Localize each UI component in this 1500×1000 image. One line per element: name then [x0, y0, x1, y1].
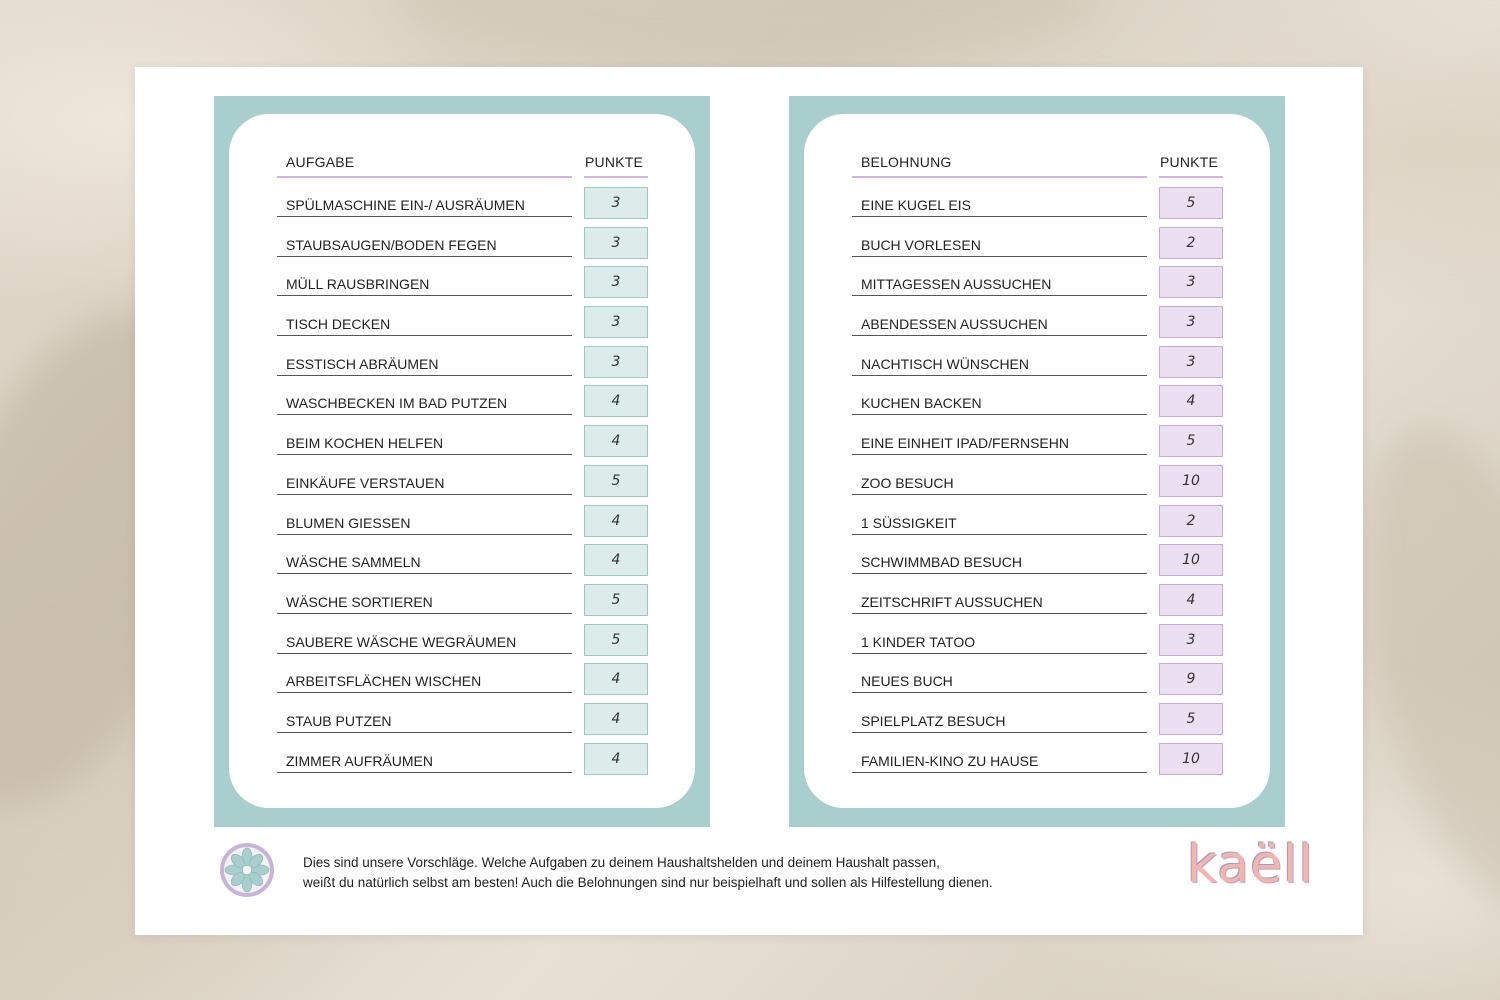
reward-points-box: 10 [1159, 743, 1223, 775]
task-points-box: 4 [584, 743, 648, 775]
reward-label: KUCHEN BACKEN [861, 395, 982, 412]
reward-points-box: 4 [1159, 584, 1223, 616]
flower-logo-icon [219, 842, 275, 898]
reward-row [804, 702, 1270, 742]
task-points-box: 4 [584, 544, 648, 576]
reward-row [804, 662, 1270, 702]
reward-points-box: 2 [1159, 227, 1223, 259]
reward-row [804, 742, 1270, 782]
reward-row [804, 424, 1270, 464]
footer-note-line-2: weißt du natürlich selbst am besten! Auch die Belohnungen sind nur beispielhaft und sollen als Hilfestellung dienen. [303, 875, 993, 890]
printable-sheet [135, 67, 1363, 935]
reward-points-box: 9 [1159, 663, 1223, 695]
tasks-points-underline [584, 176, 648, 178]
reward-points-box: 3 [1159, 306, 1223, 338]
reward-label: 1 KINDER TATOO [861, 633, 976, 650]
reward-label: 1 SÜSSIGKEIT [861, 514, 957, 531]
rewards-points-header: PUNKTE [1160, 154, 1218, 170]
reward-label: EINE EINHEIT IPAD/FERNSEHN [861, 435, 1069, 452]
task-row [229, 742, 695, 782]
task-points-box: 4 [584, 663, 648, 695]
task-label: SAUBERE WÄSCHE WEGRÄUMEN [286, 633, 517, 650]
rewards-points-underline [1159, 176, 1223, 178]
reward-row [804, 384, 1270, 424]
task-row [229, 464, 695, 504]
rewards-card [804, 114, 1270, 808]
task-points-box: 3 [584, 266, 648, 298]
fabric-fold [400, 0, 1100, 60]
task-row [229, 702, 695, 742]
reward-points-box: 4 [1159, 385, 1223, 417]
reward-label: NACHTISCH WÜNSCHEN [861, 355, 1029, 372]
reward-label: ABENDESSEN AUSSUCHEN [861, 316, 1048, 333]
reward-points-box: 3 [1159, 624, 1223, 656]
reward-row [804, 464, 1270, 504]
task-row [229, 504, 695, 544]
task-label: MÜLL RAUSBRINGEN [286, 276, 430, 293]
reward-row [804, 305, 1270, 345]
task-label: STAUBSAUGEN/BODEN FEGEN [286, 236, 497, 253]
reward-points-box: 5 [1159, 187, 1223, 219]
rewards-panel [789, 96, 1285, 827]
reward-points-box: 5 [1159, 703, 1223, 735]
task-points-box: 5 [584, 584, 648, 616]
task-row [229, 226, 695, 266]
task-row [229, 623, 695, 663]
reward-row [804, 583, 1270, 623]
task-label: WASCHBECKEN IM BAD PUTZEN [286, 395, 508, 412]
task-row [229, 384, 695, 424]
task-points-box: 5 [584, 624, 648, 656]
task-points-box: 4 [584, 425, 648, 457]
tasks-header-label: AUFGABE [286, 154, 355, 170]
brand-logo: kaëll [1187, 835, 1314, 895]
task-points-box: 3 [584, 187, 648, 219]
tasks-panel [214, 96, 710, 827]
reward-points-box: 3 [1159, 266, 1223, 298]
task-row [229, 583, 695, 623]
reward-row [804, 265, 1270, 305]
task-points-box: 5 [584, 465, 648, 497]
task-label: ESSTISCH ABRÄUMEN [286, 355, 439, 372]
task-points-box: 4 [584, 505, 648, 537]
task-label: ARBEITSFLÄCHEN WISCHEN [286, 673, 482, 690]
task-label: TISCH DECKEN [286, 316, 391, 333]
reward-label: EINE KUGEL EIS [861, 197, 971, 213]
task-points-box: 4 [584, 703, 648, 735]
task-label: BLUMEN GIESSEN [286, 514, 411, 531]
footer-note-line-1: Dies sind unsere Vorschläge. Welche Aufgaben zu deinem Haushaltshelden und deinem Haushalt passen, [303, 855, 940, 870]
reward-label: NEUES BUCH [861, 673, 953, 690]
rewards-header-underline [852, 176, 1147, 178]
reward-points-box: 5 [1159, 425, 1223, 457]
reward-label: SPIELPLATZ BESUCH [861, 712, 1006, 729]
task-label: WÄSCHE SAMMELN [286, 554, 421, 571]
rewards-header-label: BELOHNUNG [861, 154, 952, 170]
task-label: WÄSCHE SORTIEREN [286, 593, 433, 610]
rewards-rows [804, 186, 1270, 781]
reward-row [804, 345, 1270, 385]
task-points-box: 3 [584, 306, 648, 338]
task-label: ZIMMER AUFRÄUMEN [286, 752, 433, 769]
task-row [229, 305, 695, 345]
reward-row [804, 543, 1270, 583]
task-points-box: 3 [584, 227, 648, 259]
task-row [229, 186, 695, 226]
reward-points-box: 3 [1159, 346, 1223, 378]
task-points-box: 4 [584, 385, 648, 417]
reward-row [804, 623, 1270, 663]
tasks-header-underline [277, 176, 572, 178]
tasks-rows [229, 186, 695, 781]
task-row [229, 543, 695, 583]
reward-label: ZEITSCHRIFT AUSSUCHEN [861, 593, 1043, 610]
footer-note [303, 853, 993, 893]
tasks-points-header: PUNKTE [585, 154, 643, 170]
task-row [229, 662, 695, 702]
task-label: SPÜLMASCHINE EIN-/ AUSRÄUMEN [286, 197, 525, 213]
reward-label: MITTAGESSEN AUSSUCHEN [861, 276, 1052, 293]
task-row [229, 265, 695, 305]
reward-label: BUCH VORLESEN [861, 236, 981, 253]
task-row [229, 424, 695, 464]
reward-points-box: 2 [1159, 505, 1223, 537]
task-label: BEIM KOCHEN HELFEN [286, 435, 444, 452]
reward-label: ZOO BESUCH [861, 474, 954, 491]
reward-label: SCHWIMMBAD BESUCH [861, 554, 1023, 571]
reward-points-box: 10 [1159, 465, 1223, 497]
reward-label: FAMILIEN-KINO ZU HAUSE [861, 752, 1039, 769]
task-row [229, 345, 695, 385]
tasks-card [229, 114, 695, 808]
reward-row [804, 504, 1270, 544]
reward-row [804, 186, 1270, 226]
task-points-box: 3 [584, 346, 648, 378]
task-label: EINKÄUFE VERSTAUEN [286, 474, 445, 491]
reward-row [804, 226, 1270, 266]
reward-points-box: 10 [1159, 544, 1223, 576]
task-label: STAUB PUTZEN [286, 712, 392, 729]
